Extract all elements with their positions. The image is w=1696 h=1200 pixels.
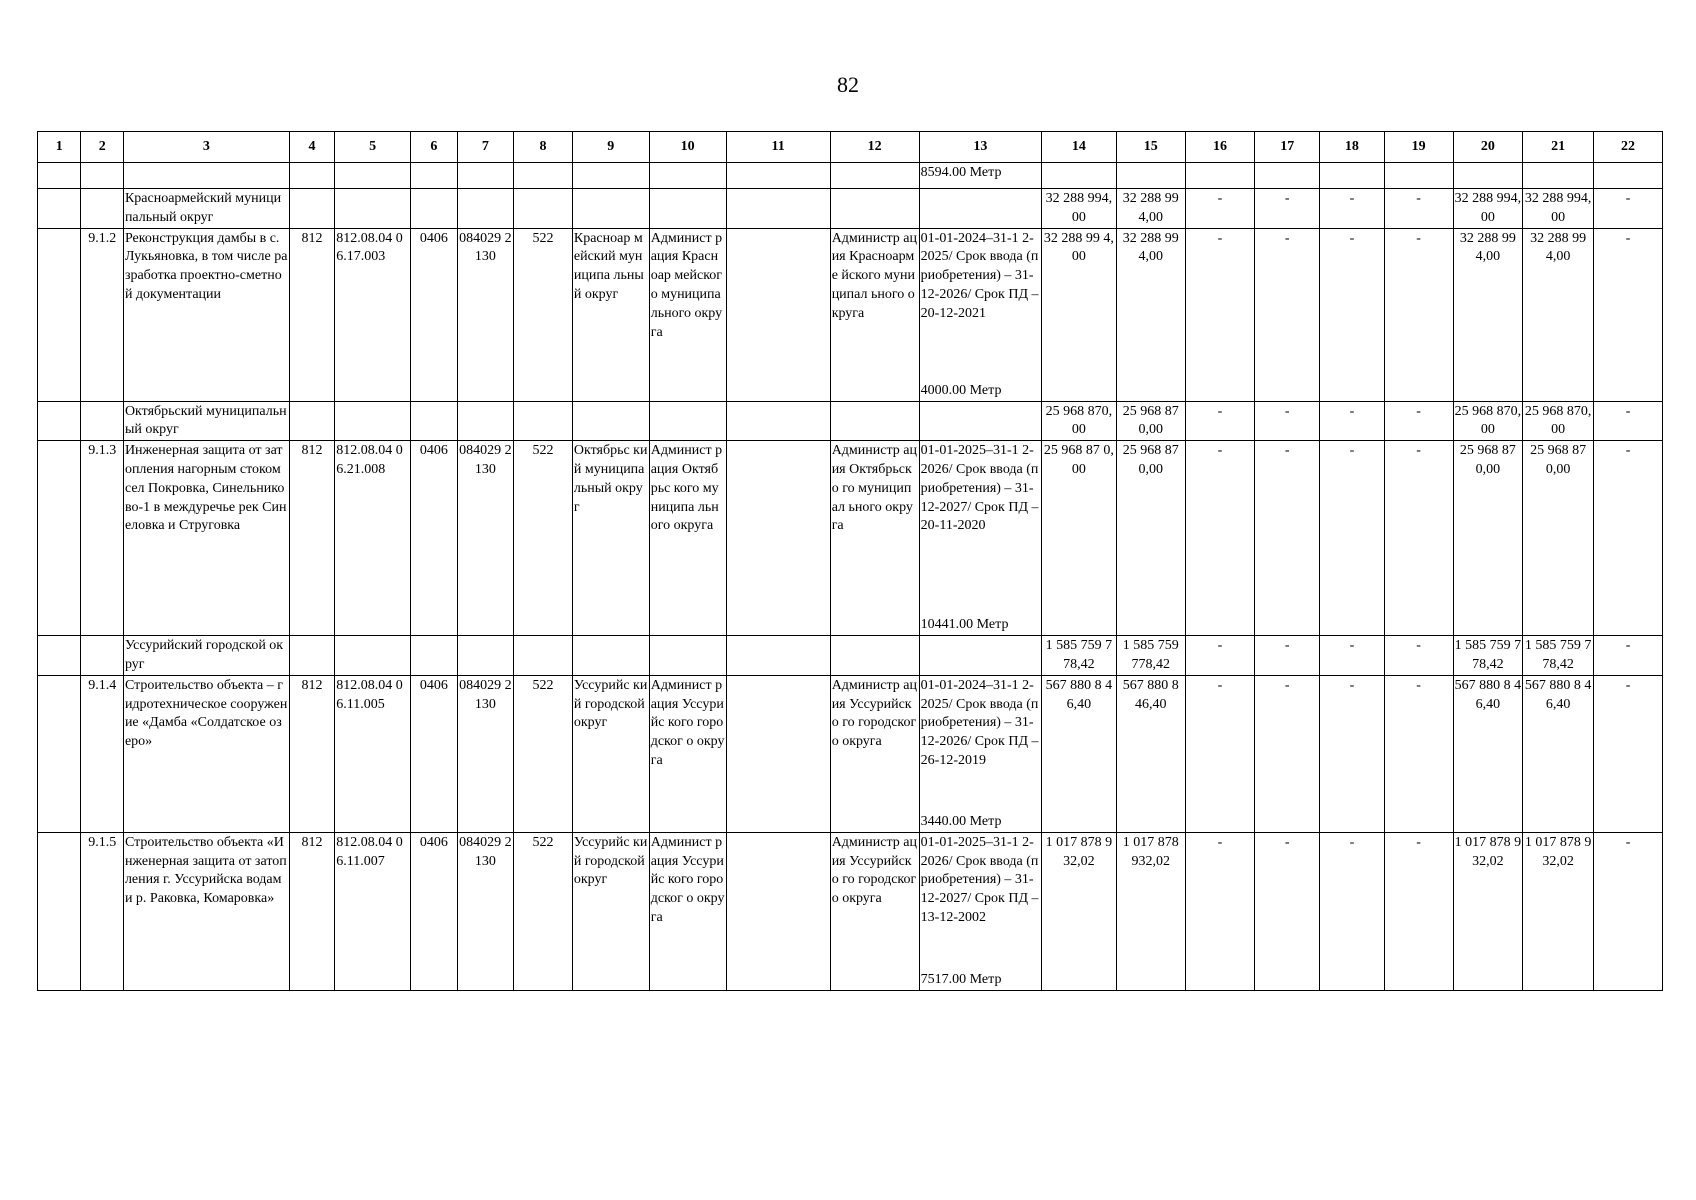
table-row xyxy=(38,675,1663,832)
table-cell: 522 xyxy=(514,228,573,401)
empty-cell xyxy=(38,636,81,676)
header-row xyxy=(38,132,1663,163)
empty-cell xyxy=(1116,163,1185,189)
empty-cell xyxy=(81,189,123,229)
table-cell: 812.08.04 06.17.003 xyxy=(335,228,411,401)
column-header: 14 xyxy=(1042,132,1117,163)
period-text: 01-01-2024–31-1 2-2025/ Срок ввода (приобретения) – 31-12-2026/ Срок ПД – 26-12-2019 xyxy=(920,677,1039,768)
item-number: 9.1.3 xyxy=(81,441,123,636)
empty-cell xyxy=(830,636,919,676)
empty-cell xyxy=(289,636,335,676)
column-header: 17 xyxy=(1255,132,1320,163)
dash-cell: - xyxy=(1594,189,1663,229)
column-header: 18 xyxy=(1320,132,1385,163)
empty-cell xyxy=(514,163,573,189)
amount-cell: 25 968 87 0,00 xyxy=(1523,441,1594,636)
table-cell: 812.08.04 06.21.008 xyxy=(335,441,411,636)
empty-cell xyxy=(919,189,1041,229)
empty-cell xyxy=(411,189,458,229)
dash-cell: - xyxy=(1255,189,1320,229)
amount-cell: 25 968 870,00 xyxy=(1453,401,1523,441)
empty-cell xyxy=(38,228,81,401)
quantity-cell: 8594.00 Метр xyxy=(919,163,1041,189)
item-number: 9.1.4 xyxy=(81,675,123,832)
amount-cell: 1 017 878 932,02 xyxy=(1116,832,1185,990)
amount-cell: 32 288 994,00 xyxy=(1042,189,1117,229)
empty-cell xyxy=(1255,163,1320,189)
object-name: Строительство объекта – гидротехническое сооружение «Дамба «Солдатское озеро» xyxy=(123,675,289,832)
amount-cell: 567 880 8 46,40 xyxy=(1116,675,1185,832)
column-header: 3 xyxy=(123,132,289,163)
empty-cell xyxy=(514,401,573,441)
column-header: 1 xyxy=(38,132,81,163)
summary-row xyxy=(38,636,1663,676)
table-cell: 0406 xyxy=(411,228,458,401)
amount-cell: 32 288 994,00 xyxy=(1453,189,1523,229)
dash-cell: - xyxy=(1594,636,1663,676)
amount-cell: 1 585 759 778,42 xyxy=(1116,636,1185,676)
empty-cell xyxy=(830,163,919,189)
table-cell: 522 xyxy=(514,832,573,990)
empty-cell xyxy=(514,636,573,676)
empty-cell xyxy=(572,163,649,189)
table-cell: Уссурийс кий городской округ xyxy=(572,832,649,990)
dash-cell: - xyxy=(1255,636,1320,676)
dash-cell: - xyxy=(1384,441,1453,636)
empty-cell xyxy=(457,189,514,229)
empty-cell xyxy=(335,163,411,189)
amount-cell: 32 288 994,00 xyxy=(1116,189,1185,229)
item-number: 9.1.2 xyxy=(81,228,123,401)
dash-cell: - xyxy=(1185,401,1255,441)
district-name: Уссурийский городской округ xyxy=(123,636,289,676)
amount-cell: 25 968 87 0,00 xyxy=(1116,441,1185,636)
empty-cell xyxy=(457,401,514,441)
amount-cell: 25 968 87 0,00 xyxy=(1042,441,1117,636)
table-cell: Админист рация Уссурийс кого городског о округа xyxy=(649,832,726,990)
period-cell xyxy=(919,228,1041,401)
district-name: Октябрьский муниципальный округ xyxy=(123,401,289,441)
column-header: 4 xyxy=(289,132,335,163)
dash-cell: - xyxy=(1320,189,1385,229)
amount-cell: 1 585 759 778,42 xyxy=(1042,636,1117,676)
empty-cell xyxy=(38,675,81,832)
amount-cell: 32 288 99 4,00 xyxy=(1523,228,1594,401)
empty-cell xyxy=(572,401,649,441)
empty-cell xyxy=(649,401,726,441)
dash-cell: - xyxy=(1384,832,1453,990)
dash-cell: - xyxy=(1185,636,1255,676)
empty-cell xyxy=(1453,163,1523,189)
dash-cell: - xyxy=(1320,675,1385,832)
empty-cell xyxy=(123,163,289,189)
table-cell: Администр ация Уссурийско го городского округа xyxy=(830,832,919,990)
table-cell: Октябрьс кий муниципа льный округ xyxy=(572,441,649,636)
empty-cell xyxy=(81,163,123,189)
empty-cell xyxy=(726,832,830,990)
table-cell: Админист рация Уссурийс кого городског о округа xyxy=(649,675,726,832)
empty-cell xyxy=(411,401,458,441)
amount-cell: 25 968 870,00 xyxy=(1523,401,1594,441)
quantity-text: 4000.00 Метр xyxy=(920,382,1002,398)
continuation-row xyxy=(38,163,1663,189)
dash-cell: - xyxy=(1320,636,1385,676)
dash-cell: - xyxy=(1185,832,1255,990)
empty-cell xyxy=(335,636,411,676)
table-cell: Уссурийс кий городской округ xyxy=(572,675,649,832)
table-cell: Администр ация Красноарме йского муниципал ьного округа xyxy=(830,228,919,401)
table-cell: 084029 2130 xyxy=(457,675,514,832)
table-cell: 812 xyxy=(289,675,335,832)
empty-cell xyxy=(411,163,458,189)
dash-cell: - xyxy=(1384,228,1453,401)
object-name: Инженерная защита от затопления нагорным стоком сел Покровка, Синельниково-1 в междуречье рек Синеловка и Струговка xyxy=(123,441,289,636)
table-cell: 084029 2130 xyxy=(457,228,514,401)
dash-cell: - xyxy=(1185,441,1255,636)
empty-cell xyxy=(649,189,726,229)
dash-cell: - xyxy=(1594,832,1663,990)
empty-cell xyxy=(1185,163,1255,189)
amount-cell: 32 288 99 4,00 xyxy=(1116,228,1185,401)
empty-cell xyxy=(514,189,573,229)
table-row xyxy=(38,441,1663,636)
empty-cell xyxy=(726,441,830,636)
column-header: 10 xyxy=(649,132,726,163)
dash-cell: - xyxy=(1255,228,1320,401)
dash-cell: - xyxy=(1255,441,1320,636)
dash-cell: - xyxy=(1320,441,1385,636)
dash-cell: - xyxy=(1384,189,1453,229)
column-header: 21 xyxy=(1523,132,1594,163)
period-cell xyxy=(919,832,1041,990)
dash-cell: - xyxy=(1320,401,1385,441)
column-header: 8 xyxy=(514,132,573,163)
empty-cell xyxy=(919,636,1041,676)
empty-cell xyxy=(38,163,81,189)
table-cell: Администр ация Октябрьско го муниципал ьного округа xyxy=(830,441,919,636)
table-body xyxy=(38,132,1663,991)
amount-cell: 25 968 870,00 xyxy=(1116,401,1185,441)
empty-cell xyxy=(726,189,830,229)
amount-cell: 1 017 878 932,02 xyxy=(1453,832,1523,990)
empty-cell xyxy=(411,636,458,676)
dash-cell: - xyxy=(1255,401,1320,441)
amount-cell: 25 968 87 0,00 xyxy=(1453,441,1523,636)
amount-cell: 567 880 8 46,40 xyxy=(1042,675,1117,832)
amount-cell: 1 585 759 778,42 xyxy=(1453,636,1523,676)
empty-cell xyxy=(457,163,514,189)
empty-cell xyxy=(830,401,919,441)
quantity-text: 3440.00 Метр xyxy=(920,813,1002,829)
column-header: 2 xyxy=(81,132,123,163)
summary-row xyxy=(38,189,1663,229)
empty-cell xyxy=(830,189,919,229)
dash-cell: - xyxy=(1384,636,1453,676)
period-text: 01-01-2025–31-1 2-2026/ Срок ввода (приобретения) – 31-12-2027/ Срок ПД – 20-11-2020 xyxy=(920,443,1039,534)
table-cell: Красноар мейский муниципа льный округ xyxy=(572,228,649,401)
page-number: 82 xyxy=(837,72,859,97)
empty-cell xyxy=(1042,163,1117,189)
column-header: 7 xyxy=(457,132,514,163)
table-row xyxy=(38,228,1663,401)
empty-cell xyxy=(1523,163,1594,189)
empty-cell xyxy=(81,401,123,441)
amount-cell: 25 968 870,00 xyxy=(1042,401,1117,441)
column-header: 6 xyxy=(411,132,458,163)
object-name: Реконструкция дамбы в с. Лукьяновка, в том числе разработка проектно-сметной документации xyxy=(123,228,289,401)
empty-cell xyxy=(919,401,1041,441)
table-cell: 084029 2130 xyxy=(457,832,514,990)
dash-cell: - xyxy=(1185,675,1255,832)
table-cell: 0406 xyxy=(411,675,458,832)
empty-cell xyxy=(726,675,830,832)
amount-cell: 567 880 8 46,40 xyxy=(1453,675,1523,832)
table-cell: 812 xyxy=(289,832,335,990)
dash-cell: - xyxy=(1384,401,1453,441)
object-name: Строительство объекта «Инженерная защита от затопления г. Уссурийска водами р. Раковка, Комаровка» xyxy=(123,832,289,990)
period-text: 01-01-2024–31-1 2-2025/ Срок ввода (приобретения) – 31-12-2026/ Срок ПД – 20-12-2021 xyxy=(920,230,1039,321)
quantity-text: 7517.00 Метр xyxy=(920,971,1002,987)
column-header: 9 xyxy=(572,132,649,163)
empty-cell xyxy=(572,636,649,676)
table-cell: 522 xyxy=(514,441,573,636)
period-text: 01-01-2025–31-1 2-2026/ Срок ввода (приобретения) – 31-12-2027/ Срок ПД – 13-12-2002 xyxy=(920,834,1039,925)
empty-cell xyxy=(38,832,81,990)
empty-cell xyxy=(726,401,830,441)
column-header: 11 xyxy=(726,132,830,163)
column-header: 5 xyxy=(335,132,411,163)
dash-cell: - xyxy=(1594,401,1663,441)
table-cell: 0406 xyxy=(411,832,458,990)
empty-cell xyxy=(38,401,81,441)
empty-cell xyxy=(572,189,649,229)
table-cell: Администр ация Уссурийско го городского округа xyxy=(830,675,919,832)
column-header: 16 xyxy=(1185,132,1255,163)
empty-cell xyxy=(726,636,830,676)
empty-cell xyxy=(1594,163,1663,189)
amount-cell: 1 585 759 778,42 xyxy=(1523,636,1594,676)
dash-cell: - xyxy=(1255,832,1320,990)
empty-cell xyxy=(289,163,335,189)
amount-cell: 1 017 878 932,02 xyxy=(1042,832,1117,990)
column-header: 19 xyxy=(1384,132,1453,163)
empty-cell xyxy=(1384,163,1453,189)
dash-cell: - xyxy=(1185,189,1255,229)
dash-cell: - xyxy=(1594,675,1663,832)
amount-cell: 567 880 8 46,40 xyxy=(1523,675,1594,832)
table-cell: 522 xyxy=(514,675,573,832)
table-cell: 0406 xyxy=(411,441,458,636)
amount-cell: 32 288 994,00 xyxy=(1523,189,1594,229)
period-cell xyxy=(919,675,1041,832)
summary-row xyxy=(38,401,1663,441)
empty-cell xyxy=(649,163,726,189)
empty-cell xyxy=(335,189,411,229)
column-header: 20 xyxy=(1453,132,1523,163)
empty-cell xyxy=(38,189,81,229)
table-cell: 812.08.04 06.11.007 xyxy=(335,832,411,990)
item-number: 9.1.5 xyxy=(81,832,123,990)
dash-cell: - xyxy=(1320,832,1385,990)
amount-cell: 1 017 878 932,02 xyxy=(1523,832,1594,990)
data-table xyxy=(37,131,1663,991)
dash-cell: - xyxy=(1185,228,1255,401)
dash-cell: - xyxy=(1320,228,1385,401)
empty-cell xyxy=(726,163,830,189)
dash-cell: - xyxy=(1594,228,1663,401)
column-header: 22 xyxy=(1594,132,1663,163)
dash-cell: - xyxy=(1384,675,1453,832)
table-cell: 084029 2130 xyxy=(457,441,514,636)
empty-cell xyxy=(81,636,123,676)
column-header: 12 xyxy=(830,132,919,163)
period-cell xyxy=(919,441,1041,636)
dash-cell: - xyxy=(1255,675,1320,832)
empty-cell xyxy=(649,636,726,676)
table-row xyxy=(38,832,1663,990)
table-cell: Админист рация Октябрьс кого муниципа льного округа xyxy=(649,441,726,636)
district-name: Красноармейский муниципальный округ xyxy=(123,189,289,229)
empty-cell xyxy=(38,441,81,636)
empty-cell xyxy=(1320,163,1385,189)
table-cell: Админист рация Красноар мейского муниципа льного округа xyxy=(649,228,726,401)
empty-cell xyxy=(289,189,335,229)
table-cell: 812.08.04 06.11.005 xyxy=(335,675,411,832)
column-header: 15 xyxy=(1116,132,1185,163)
column-header: 13 xyxy=(919,132,1041,163)
amount-cell: 32 288 99 4,00 xyxy=(1042,228,1117,401)
empty-cell xyxy=(726,228,830,401)
quantity-text: 10441.00 Метр xyxy=(920,617,1009,633)
dash-cell: - xyxy=(1594,441,1663,636)
empty-cell xyxy=(457,636,514,676)
table-cell: 812 xyxy=(289,441,335,636)
amount-cell: 32 288 99 4,00 xyxy=(1453,228,1523,401)
empty-cell xyxy=(289,401,335,441)
empty-cell xyxy=(335,401,411,441)
table-cell: 812 xyxy=(289,228,335,401)
